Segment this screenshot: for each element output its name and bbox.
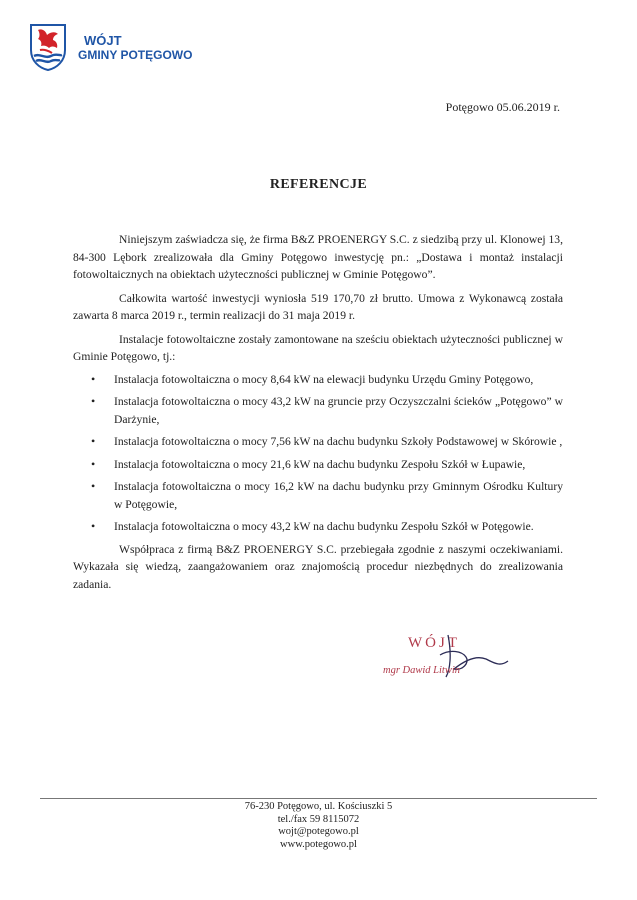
paragraph-objects: Instalacje fotowoltaiczne zostały zamontowane na sześciu obiektach użyteczności publicznej w Gminie Potęgowo, tj.: bbox=[73, 332, 563, 363]
coat-of-arms-icon bbox=[28, 22, 68, 72]
signature-stamp bbox=[390, 625, 530, 685]
signatory-name: mgr Dawid Litwin bbox=[383, 665, 461, 676]
list-item: • Instalacja fotowoltaiczna o mocy 21,6 kW na dachu budynku Zespołu Szkół w Łupawie, bbox=[73, 456, 563, 474]
letterhead-line-1: WÓJT bbox=[84, 33, 122, 48]
footer-website[interactable]: www.potegowo.pl bbox=[280, 838, 357, 850]
list-item: • Instalacja fotowoltaiczna o mocy 7,56 kW na dachu budynku Szkoły Podstawowej w Skórowie , bbox=[73, 433, 563, 451]
footer-address: 76-230 Potęgowo, ul. Kościuszki 5 bbox=[244, 801, 393, 812]
letterhead-line-2: GMINY POTĘGOWO bbox=[78, 48, 193, 62]
letter-date: Potęgowo 05.06.2019 r. bbox=[445, 100, 560, 114]
footer-phone: tel./fax 59 8115072 bbox=[277, 813, 360, 825]
installations-list bbox=[73, 371, 563, 536]
paragraph-intro: Niniejszym zaświadcza się, że firma B&Z PROENERGY S.C. z siedzibą przy ul. Klonowej 13, 84-300 Lębork zrealizowała dla Gminy Potęgowo inwestycję pn.: „Dostawa i montaż instalacji fotowoltaicznych na obiektach użyteczności publicznej w Gminie Potęgowo”. bbox=[73, 233, 563, 281]
letter-body bbox=[73, 231, 563, 593]
list-item: • Instalacja fotowoltaiczna o mocy 8,64 kW na elewacji budynku Urzędu Gminy Potęgowo, bbox=[73, 371, 563, 389]
letterhead-title bbox=[78, 33, 192, 63]
list-item: • Instalacja fotowoltaiczna o mocy 43,2 kW na dachu budynku Zespołu Szkół w Potęgowie. bbox=[73, 518, 563, 536]
list-item: • Instalacja fotowoltaiczna o mocy 43,2 kW na gruncie przy Oczyszczalni ścieków „Potęgowo” w Darżynie, bbox=[73, 393, 563, 428]
letter-title: REFERENCJE bbox=[269, 177, 368, 192]
footer-divider bbox=[40, 798, 597, 799]
paragraph-closing: Współpraca z firmą B&Z PROENERGY S.C. przebiegała zgodnie z naszymi oczekiwaniami. Wykazała się wiedzą, zaangażowaniem oraz znajomością procedur niezbędnych do zrealizowania zadania. bbox=[73, 542, 563, 591]
stamp-title: WÓJT bbox=[408, 635, 460, 651]
paragraph-value: Całkowita wartość inwestycji wyniosła 519 170,70 zł brutto. Umowa z Wykonawcą została zawarta 8 marca 2019 r., termin realizacji do 31 maja 2019 r. bbox=[73, 291, 563, 322]
list-item: • Instalacja fotowoltaiczna o mocy 16,2 kW na dachu budynku przy Gminnym Ośrodku Kultury w Potęgowie, bbox=[73, 478, 563, 513]
footer bbox=[0, 801, 637, 851]
footer-email[interactable]: wojt@potegowo.pl bbox=[278, 826, 359, 837]
